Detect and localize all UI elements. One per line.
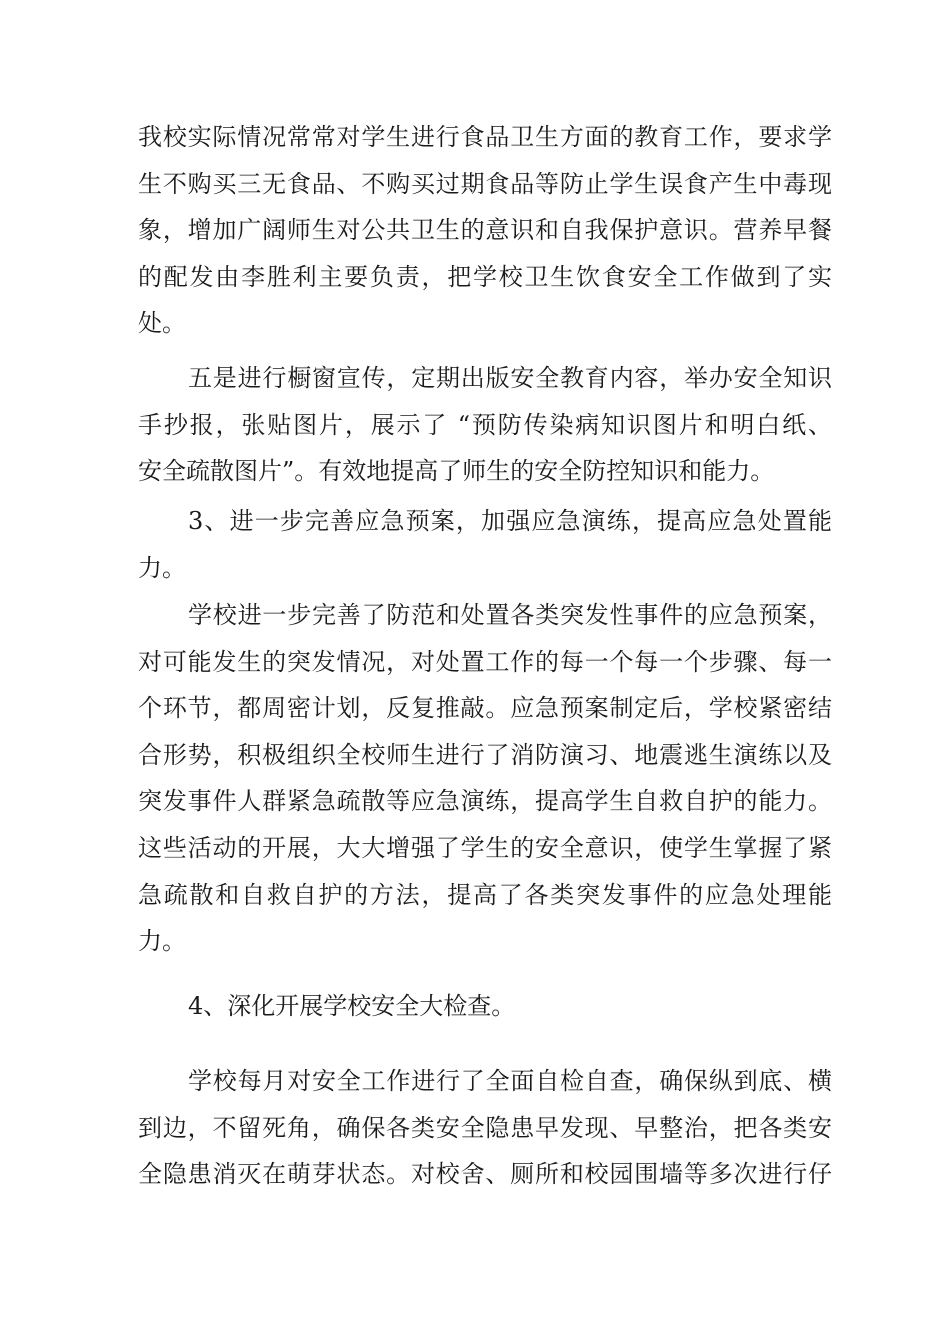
text-line: 到边，不留死角，确保各类安全隐患早发现、早整治，把各类安 [138,1113,832,1142]
text-line: 五是进行橱窗宣传，定期出版安全教育内容，举办安全知识 [188,364,832,392]
text-line: 急疏散和自救自护的方法，提高了各类突发事件的应急处理能 [138,880,832,909]
text-line: 3、进一步完善应急预案，加强应急演练，提高应急处置能 [188,507,832,535]
text-line: 我校实际情况常常对学生进行食品卫生方面的教育工作，要求学 [138,123,832,151]
text-line: 力。 [138,553,186,582]
text-line: 个环节，都周密计划，反复推敲。应急预案制定后，学校紧密结 [138,694,832,723]
section-heading-3 [138,498,832,591]
text-line: 学校每月对安全工作进行了全面自检自查，确保纵到底、横 [188,1067,832,1095]
paragraph-safety-inspection [138,1058,832,1198]
text-line: 处。 [138,309,186,338]
text-line: 生不购买三无食品、不购买过期食品等防止学生误食产生中毒现 [138,169,832,198]
text-line: 突发事件人群紧急疏散等应急演练，提高学生自救自护的能力。 [138,787,832,816]
text-line: 对可能发生的突发情况，对处置工作的每一个每一个步骤、每一 [138,647,832,676]
text-line: 合形势，积极组织全校师生进行了消防演习、地震逃生演练以及 [138,740,832,769]
paragraph-window-publicity [138,355,832,495]
paragraph-food-safety [138,114,832,347]
text-line: 学校进一步完善了防范和处置各类突发性事件的应急预案， [188,601,832,629]
text-line: 手抄报，张贴图片，展示了 “预防传染病知识图片和明白纸、 [138,410,832,439]
text-line: 4、深化开展学校安全大检查。 [188,992,516,1020]
paragraph-emergency-plan [138,592,832,965]
text-line: 的配发由李胜利主要负责，把学校卫生饮食安全工作做到了实 [138,262,832,291]
text-line: 安全疏散图片”。有效地提高了师生的安全防控知识和能力。 [138,457,775,486]
text-line: 象，增加广阔师生对公共卫生的意识和自我保护意识。营养早餐 [138,216,832,245]
text-line: 这些活动的开展，大大增强了学生的安全意识，使学生掌握了紧 [138,833,832,862]
text-line: 力。 [138,927,186,956]
text-line: 全隐患消灭在萌芽状态。对校舍、厕所和校园围墙等多次进行仔 [138,1160,832,1189]
section-heading-4 [138,983,832,1030]
